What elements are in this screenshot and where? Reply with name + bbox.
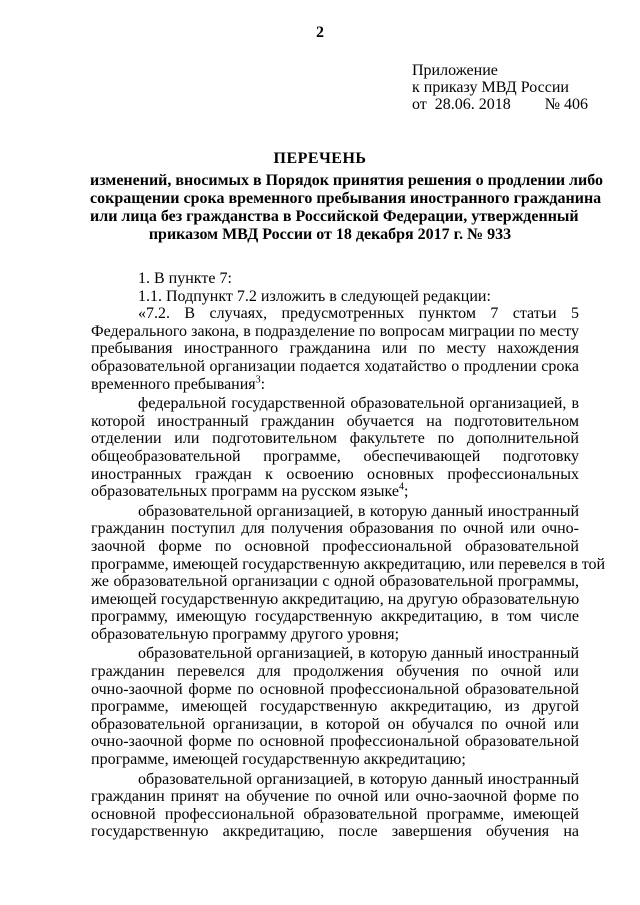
- text-line: программе, имеющей государственную аккредитацию, из другой: [91, 698, 579, 716]
- text-line: пребывания иностранного гражданина или по месту нахождения: [91, 340, 579, 358]
- text-line: гражданин перевелся для продолжения обучения по очной или: [91, 663, 579, 681]
- subtitle-line: сокращении срока временного пребывания иностранного гражданина: [90, 190, 602, 207]
- text-line: гражданин поступил для получения образования по очной или очно-: [91, 520, 579, 538]
- appendix-line1: Приложение: [412, 62, 498, 79]
- paragraph-accepted: [91, 771, 579, 841]
- text-line: основной профессиональной образовательной программе, имеющей: [91, 805, 579, 823]
- paragraph-7-2: [91, 305, 579, 393]
- footnote-ref: 3: [255, 374, 261, 386]
- text-line: Федерального закона, в подразделение по вопросам миграции по месту: [91, 322, 579, 340]
- text-line: отделении или подготовительном факультете по дополнительной: [91, 430, 579, 448]
- paragraph-federal: [91, 395, 579, 501]
- text-line: общеобразовательной программе, обеспечивающей подготовку: [91, 447, 579, 465]
- text-line: которой иностранный гражданин обучается на подготовительном: [91, 412, 579, 430]
- paragraph-transferred: [91, 645, 579, 768]
- appendix-date-line: [412, 96, 588, 113]
- text-fragment: временного пребывания: [91, 375, 256, 393]
- text-line: федеральной государственной образовательной организацией, в: [138, 395, 579, 413]
- document-subtitle: [90, 172, 604, 244]
- document-body: [91, 270, 606, 841]
- item-1-1: 1.1. Подпункт 7.2 изложить в следующей редакции:: [138, 287, 491, 305]
- text-line: иностранных граждан к освоению основных профессиональных: [91, 465, 579, 483]
- text-line: образовательную программу другого уровня;: [91, 625, 400, 643]
- document-title: ПЕРЕЧЕНЬ: [273, 150, 367, 167]
- item-1: 1. В пункте 7:: [138, 270, 232, 287]
- text-line: «7.2. В случаях, предусмотренных пунктом 7 статьи 5: [138, 305, 579, 323]
- text-line: программе, имеющей государственную аккредитацию;: [91, 751, 466, 769]
- text-line: государственную аккредитацию, после завершения обучения на: [91, 823, 579, 841]
- paragraph-admitted: [91, 502, 606, 644]
- text-line: очно-заочной форме по основной профессиональной образовательной: [91, 680, 579, 698]
- text-line: же образовательной организации с одной образовательной программы,: [91, 573, 579, 591]
- appendix-block: [412, 62, 588, 113]
- appendix-date-prefix: от: [412, 96, 427, 113]
- appendix-number: № 406: [544, 96, 589, 113]
- page-number: 2: [316, 24, 324, 41]
- text-line: программе, имеющей государственную аккредитацию, или перевелся в той: [91, 555, 606, 573]
- appendix-date: 28.06. 2018: [434, 96, 511, 113]
- text-line: образовательной организацией, в которую данный иностранный: [138, 770, 579, 788]
- appendix-line2: к приказу МВД России: [412, 79, 569, 96]
- text-line: образовательной организацией, в которую данный иностранный: [138, 502, 579, 520]
- text-fragment: ;: [404, 483, 409, 501]
- text-line: гражданин принят на обучение по очной или очно-заочной форме по: [91, 788, 579, 806]
- subtitle-line: или лица без гражданства в Российской Федерации, утвержденный: [90, 208, 579, 225]
- text-line: образовательной организации, в которой он обучался по очной или: [91, 715, 579, 733]
- text-line: [91, 483, 579, 501]
- subtitle-line: изменений, вносимых в Порядок принятия решения о продлении либо: [90, 172, 604, 189]
- text-line: очно-заочной форме по основной профессиональной образовательной: [91, 733, 579, 751]
- text-line: [91, 376, 579, 394]
- text-fragment: :: [260, 375, 266, 393]
- text-line: программу, имеющую государственную аккредитацию, в том числе: [91, 608, 579, 626]
- footnote-ref: 4: [399, 481, 405, 493]
- text-fragment: образовательных программ на русском языке: [91, 483, 400, 501]
- text-line: заочной форме по основной профессиональной образовательной: [91, 537, 579, 555]
- subtitle-line: приказом МВД России от 18 декабря 2017 г. № 933: [148, 226, 512, 243]
- text-line: образовательной организацией, в которую данный иностранный: [138, 645, 579, 663]
- text-line: имеющей государственную аккредитацию, на другую образовательную: [91, 590, 580, 608]
- text-line: образовательной организации подается ходатайство о продлении срока: [91, 357, 579, 375]
